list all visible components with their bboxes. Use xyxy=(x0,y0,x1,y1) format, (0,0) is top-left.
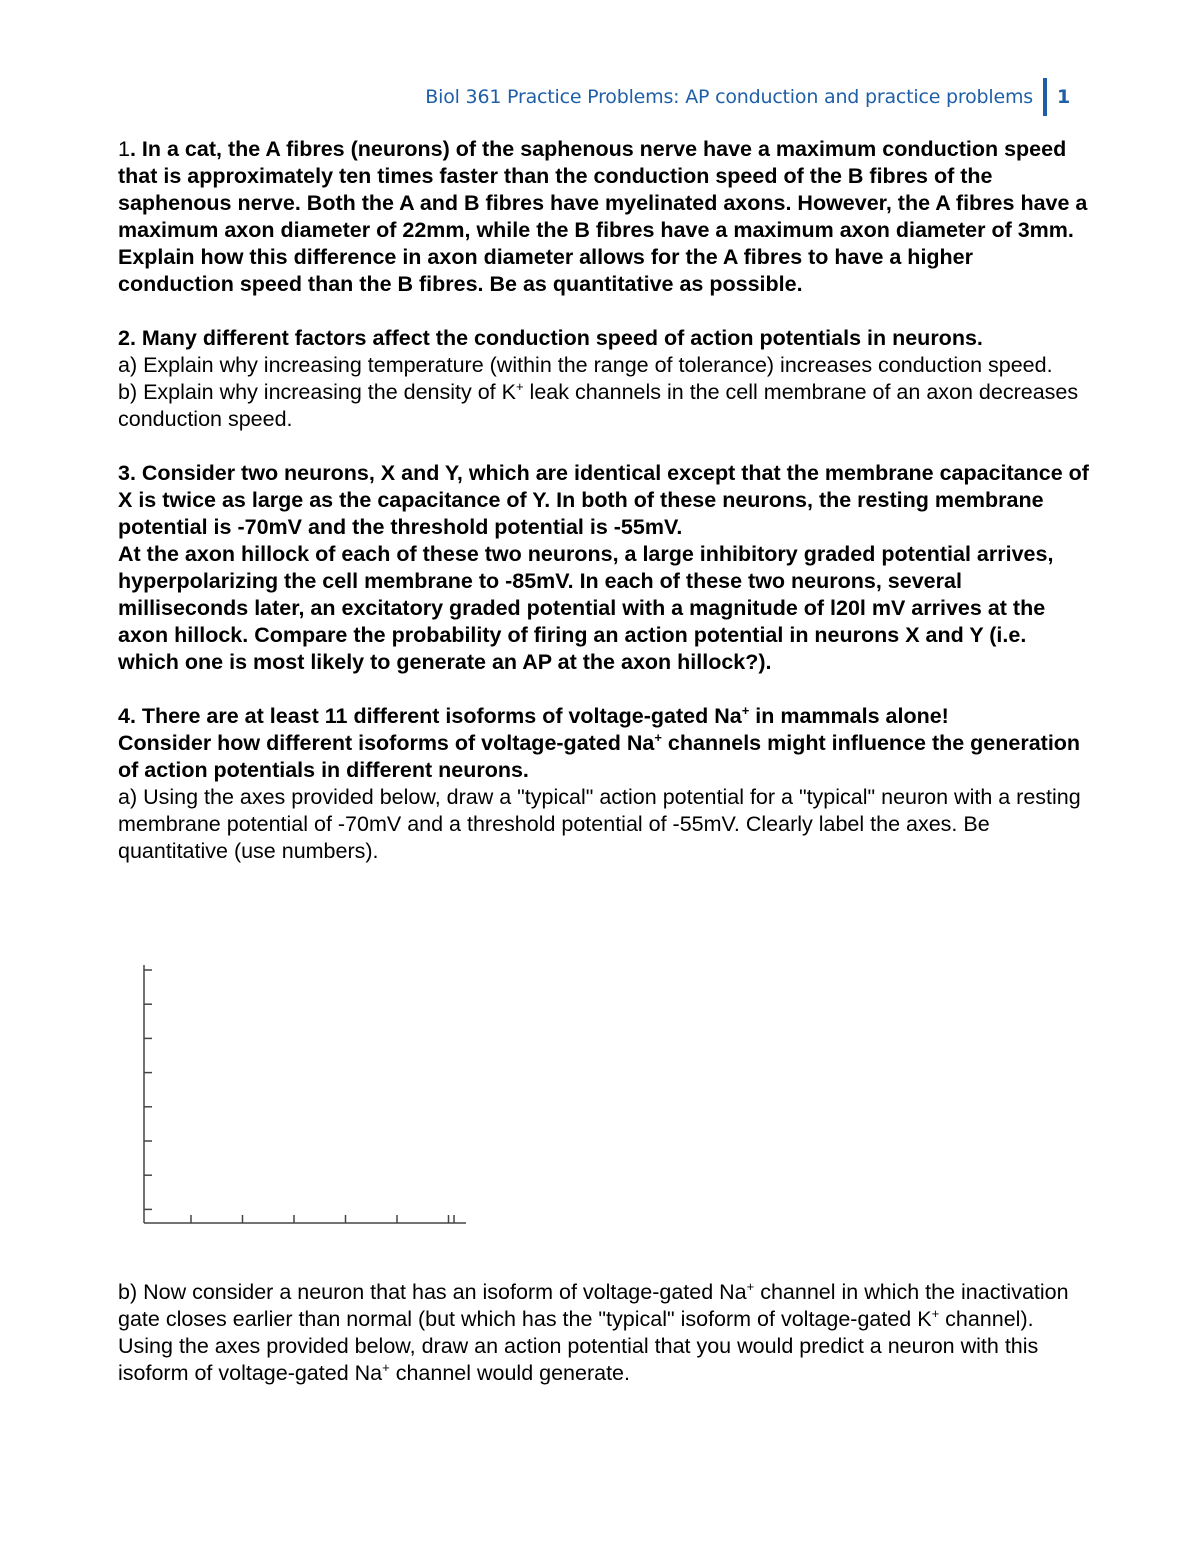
question-4-heading-2 xyxy=(118,730,1093,784)
question-4-h1-post: in mammals alone! xyxy=(749,704,949,728)
question-4-heading-1 xyxy=(118,703,1093,730)
question-4-h2-post: channels might influence the generation of action potentials in different neurons. xyxy=(118,731,1081,782)
question-3-para-1: 3. Consider two neurons, X and Y, which are identical except that the membrane capacitance of X is twice as large as the capacitance of Y. In both of these neurons, the resting membrane potential is -70mV and the threshold potential is -55mV. xyxy=(118,461,1089,539)
question-2b xyxy=(118,379,1093,433)
question-4b-part-4: channel would generate. xyxy=(389,1361,630,1385)
running-header xyxy=(425,78,1070,116)
question-4b-sup-1: + xyxy=(746,1278,755,1294)
question-2-heading: 2. Many different factors affect the conduction speed of action potentials in neurons. xyxy=(118,326,983,350)
question-4-h2-pre: Consider how different isoforms of voltage-gated Na xyxy=(118,731,655,755)
question-4 xyxy=(118,703,1093,865)
question-1-number: 1 xyxy=(118,137,130,161)
question-4b-part-1: b) Now consider a neuron that has an isoform of voltage-gated Na xyxy=(118,1280,747,1304)
question-1-body: . In a cat, the A fibres (neurons) of the saphenous nerve have a maximum conduction speed that is approximately ten times faster than the conduction speed of the B fibres of the saphenous nerve. Both the A and B fibres have myelinated axons. However, the A fibres have a maximum axon diameter of 22mm, while the B fibres have a maximum axon diameter of 3mm. Explain how this difference in axon diameter allows for the A fibres to have a higher conduction speed than the B fibres. Be as quantitative as possible. xyxy=(118,137,1088,296)
question-4b-sup-2: + xyxy=(931,1305,940,1321)
question-4b-sup-3: + xyxy=(382,1359,390,1375)
question-4a: a) Using the axes provided below, draw a "typical" action potential for a "typical" neuron with a resting membrane potential of -70mV and a threshold potential of -55mV. Clearly label the axes. Be quantitative (use numbers). xyxy=(118,785,1081,863)
page-number: 1 xyxy=(1056,86,1070,108)
question-2b-sup: + xyxy=(515,378,524,394)
header-title: Biol 361 Practice Problems: AP conduction and practice problems xyxy=(425,86,1033,108)
axes-svg xyxy=(130,955,480,1235)
header-divider xyxy=(1043,78,1047,116)
document-body xyxy=(118,136,1093,892)
question-1 xyxy=(118,136,1093,298)
blank-axes xyxy=(130,955,480,1235)
question-1-text xyxy=(118,136,1093,298)
question-2 xyxy=(118,325,1093,433)
question-4-h2-sup: + xyxy=(654,729,662,745)
question-4b-part-2: channel in which the inactivation gate closes earlier than normal (but which has the "typical" isoform of voltage-gated K xyxy=(118,1280,1069,1331)
question-4-h1-sup: + xyxy=(741,702,750,718)
question-4-h1-pre: 4. There are at least 11 different isoforms of voltage-gated Na xyxy=(118,704,742,728)
question-2a: a) Explain why increasing temperature (within the range of tolerance) increases conduction speed. xyxy=(118,353,1053,377)
question-3 xyxy=(118,460,1093,676)
question-3-para-2: At the axon hillock of each of these two neurons, a large inhibitory graded potential arrives, hyperpolarizing the cell membrane to -85mV. In each of these two neurons, several milliseconds later, an excitatory graded potential with a magnitude of l20l mV arrives at the axon hillock. Compare the probability of firing an action potential in neurons X and Y (i.e. which one is most likely to generate an AP at the axon hillock?). xyxy=(118,542,1054,674)
question-4b-part-3: channel). Using the axes provided below, draw an action potential that you would predict a neuron with this isoform of voltage-gated Na xyxy=(118,1307,1039,1385)
question-4b xyxy=(118,1279,1093,1387)
question-4b-text xyxy=(118,1279,1093,1387)
question-2b-pre: b) Explain why increasing the density of K xyxy=(118,380,516,404)
question-2b-post: leak channels in the cell membrane of an axon decreases conduction speed. xyxy=(118,380,1079,431)
